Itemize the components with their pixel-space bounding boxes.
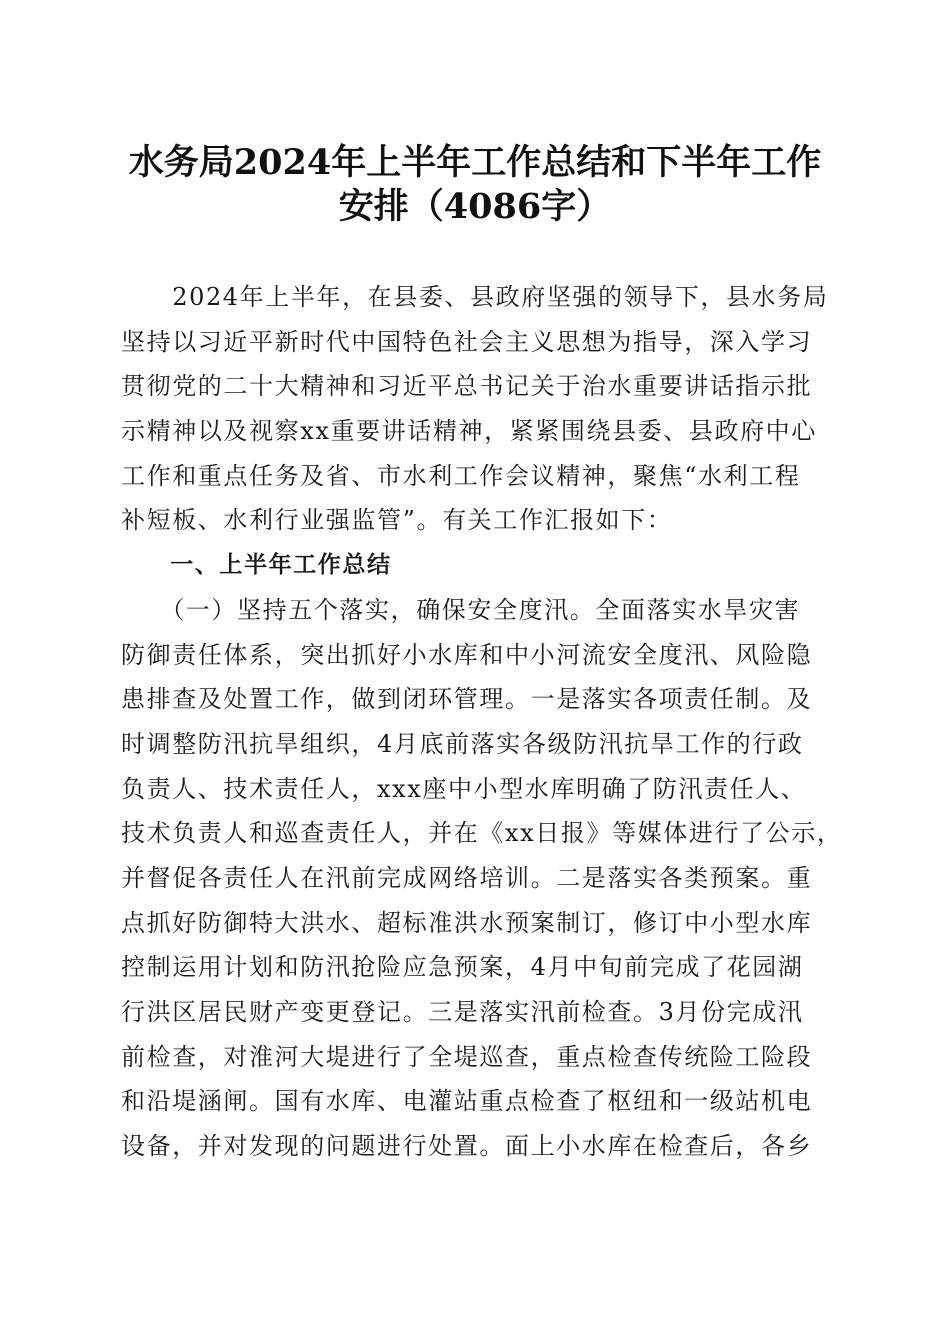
- paragraph-line: 前检查，对淮河大堤进行了全堤巡查，重点检查传统险工险段: [121, 1042, 813, 1071]
- paragraph-line: 贯彻党的二十大精神和习近平总书记关于治水重要讲话指示批: [121, 372, 813, 401]
- paragraph-line: 设备，并对发现的问题进行处置。面上小水库在检查后，各乡: [121, 1132, 813, 1161]
- paragraph-line: 坚持以习近平新时代中国特色社会主义思想为指导，深入学习: [121, 327, 813, 356]
- paragraph-line: 技术负责人和巡查责任人，并在《xx日报》等媒体进行了公示，: [121, 819, 843, 848]
- paragraph-line: 负责人、技术责任人，xxx座中小型水库明确了防汛责任人、: [121, 774, 807, 803]
- paragraph-line: 行洪区居民财产变更登记。三是落实汛前检查。3月份完成汛: [121, 998, 804, 1026]
- paragraph-line: 和沿堤涵闸。国有水库、电灌站重点检查了枢纽和一级站机电: [121, 1087, 813, 1116]
- document-body: [121, 275, 841, 1169]
- paragraph-line: 补短板、水利行业强监管”。有关工作汇报如下：: [121, 506, 673, 535]
- paragraph-line: 点抓好防御特大洪水、超标准洪水预案制订，修订中小型水库: [121, 908, 813, 937]
- document-title-line-2: 安排（4086字）: [338, 186, 612, 227]
- paragraph-line: 工作和重点任务及省、市水利工作会议精神，聚焦“水利工程: [121, 461, 801, 490]
- paragraph-line: 时调整防汛抗旱组织，4月底前落实各级防汛抗旱工作的行政: [121, 729, 804, 758]
- paragraph-line: 2024年上半年，在县委、县政府坚强的领导下，县水务局: [121, 283, 829, 311]
- paragraph-line: 并督促各责任人在汛前完成网络培训。二是落实各类预案。重: [121, 863, 813, 892]
- paragraph-line: （一）坚持五个落实，确保安全度汛。全面落实水旱灾害: [121, 595, 801, 624]
- paragraph-line: 患排查及处置工作，做到闭环管理。一是落实各项责任制。及: [121, 685, 813, 714]
- paragraph-line: 防御责任体系，突出抓好小水库和中小河流安全度汛、风险隐: [121, 640, 813, 669]
- paragraph-line: 示精神以及视察xx重要讲话精神，紧紧围绕县委、县政府中心: [121, 417, 817, 446]
- paragraph-line: 控制运用计划和防汛抢险应急预案，4月中旬前完成了花园湖: [121, 953, 804, 982]
- document-title-line-1: 水务局2024年上半年工作总结和下半年工作: [128, 142, 822, 183]
- section-heading: 一、上半年工作总结: [121, 552, 392, 579]
